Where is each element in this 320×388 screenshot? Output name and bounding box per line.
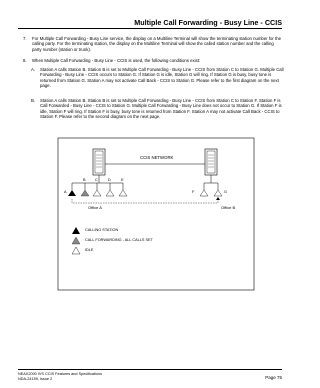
item-8-b-number: B.: [31, 98, 36, 103]
footer-rule: [18, 369, 282, 370]
item-8-a-number: A.: [31, 67, 36, 72]
station-a-label: A: [64, 190, 67, 194]
legend-calling-station-label: CALLING STATION: [85, 228, 119, 232]
office-b-label: Office B: [221, 205, 236, 210]
legend-idle-label: IDLE: [85, 248, 94, 252]
station-e-idle-icon: [119, 190, 127, 196]
station-a-calling-icon: [68, 190, 76, 196]
idle-station-icon: [72, 247, 80, 254]
station-g-label: G: [224, 190, 227, 194]
page-number: Page 75: [265, 375, 282, 380]
footer-left: [18, 372, 102, 381]
page-header-title: Multiple Call Forwarding - Busy Line - CCIS: [134, 18, 282, 27]
station-c-idle-icon: [93, 190, 101, 196]
office-a-label: Office A: [88, 205, 102, 210]
station-f-idle-icon: [200, 190, 208, 196]
station-b-forwarding-icon: [81, 190, 89, 196]
item-8-text: When Multiple Call Forwarding - Busy Line - CCIS is used, the following conditions exist:: [32, 58, 201, 63]
arrow-head-icon: [216, 197, 220, 200]
legend-call-forwarding-label: CALL FORWARDING - ALL CALLS SET: [85, 238, 153, 242]
call-forwarding-icon: [72, 237, 80, 244]
station-g-idle-icon: [214, 190, 222, 196]
call-path-arrow: [72, 199, 218, 203]
item-7-number: 7.: [23, 36, 27, 41]
station-e-label: E: [121, 178, 124, 182]
station-d-label: D: [108, 178, 111, 182]
item-8-number: 8.: [23, 58, 27, 63]
station-c-label: C: [95, 178, 98, 182]
station-d-idle-icon: [106, 190, 114, 196]
item-8-b-text: Station A calls Station B. Station B is set to Multiple Call Forwarding - Busy Line - CCIS from Station C to Station F. Station F is Call Forwarded - Busy Line - CCIS to Station G. Multiple Call Forwarding - Busy Line does not occur to Station G. If Station F is idle, Station F will ring. If Station F is busy, busy tone is returned from Station F. Station A may not activate Call Back - CCIS to Station F. Please refer to the second diagram on the next page.: [40, 98, 282, 120]
station-f-label: F: [192, 190, 195, 194]
footer-doc-number: NDA-24159, Issue 2: [18, 376, 53, 381]
ccis-network-label: CCIS NETWORK: [140, 155, 174, 160]
item-7-text: For Multiple Call Forwarding - Busy Line service, the display on a Multiline Terminal will show the terminating station number for the calling party. For the terminating station, the display on the Multiline Terminal will show the called station number and the calling party number (station or trunk).: [32, 36, 282, 52]
footer-doc-title: NEAX2000 IVS CCIS Features and Specifications: [18, 372, 102, 376]
station-b-label: B: [83, 178, 86, 182]
diagram-frame: [58, 138, 254, 290]
item-8-a-text: Station A calls Station B. Station B is set to Multiple Call Forwarding - Busy Line - CCIS from Station C to Station G. Multiple Call Forwarding - Busy Line - CCIS occurs to Station G. If Station G is idle, Station G will ring. If Station G is busy, busy tone is returned from Station G. Station A may not activate Call Back - CCIS to Station G. Please refer to the first diagram on the next page.: [40, 67, 284, 89]
calling-station-icon: [72, 227, 80, 234]
